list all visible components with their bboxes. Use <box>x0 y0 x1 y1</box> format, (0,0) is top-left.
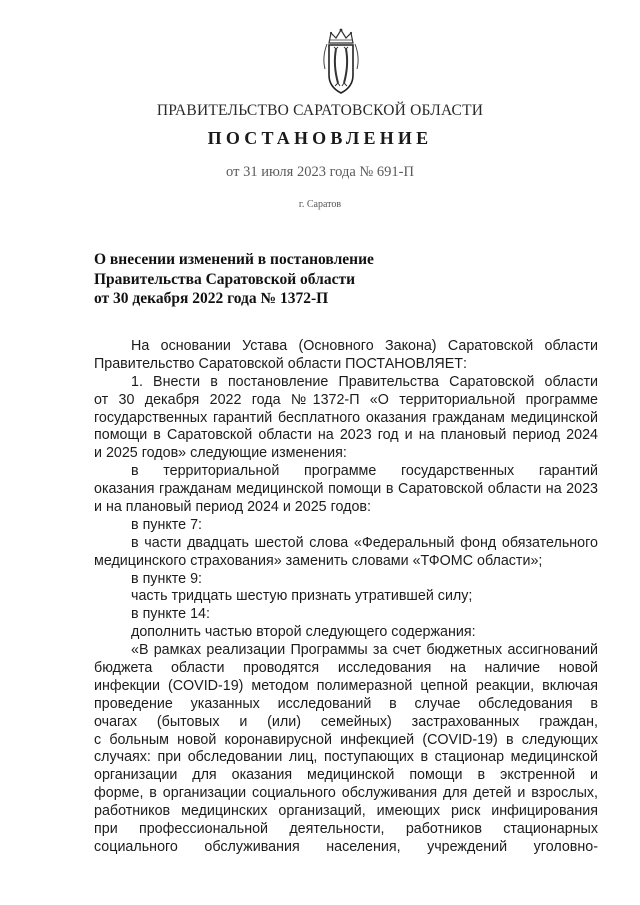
subject-line: О внесении изменений в постановление <box>94 251 374 268</box>
body-line: и 2025 годов» следующие изменения: <box>94 445 347 462</box>
body-line: оказания гражданам медицинской помощи в Саратовской области на 2023 <box>94 481 598 498</box>
body-line: организации для оказания медицинской помощи в экстренной и <box>94 767 598 784</box>
body-line: работников медицинских организаций, имеющих риск инфицирования <box>94 803 598 820</box>
document-place: г. Саратов <box>298 199 342 210</box>
body-line: государственных гарантий бесплатного оказания гражданам медицинской <box>94 409 598 426</box>
document-type-title: ПОСТАНОВЛЕНИЕ <box>207 128 433 148</box>
body-line: и на плановый период 2024 и 2025 годов: <box>94 499 371 516</box>
body-line: дополнить частью второй следующего содержания: <box>131 624 476 641</box>
body-line: в части двадцать шестой слова «Федеральный фонд обязательного <box>131 534 598 551</box>
subject-line: Правительства Саратовской области <box>94 270 355 288</box>
body-line: бюджета области проводятся исследования на наличие новой <box>94 660 598 677</box>
body-line: с больным новой коронавирусной инфекцией (COVID-19) в следующих <box>94 731 598 748</box>
body-line: в пункте 9: <box>131 570 203 587</box>
body-line: На основании Устава (Основного Закона) Саратовской области <box>131 338 598 354</box>
body-line: «В рамках реализации Программы за счет бюджетных ассигнований <box>131 642 598 659</box>
body-line: Правительство Саратовской области ПОСТАНОВЛЯЕТ: <box>94 355 467 372</box>
body-line: в пункте 14: <box>131 606 210 623</box>
body-line: помощи в Саратовской области на 2023 год и на плановый период 2024 <box>94 427 598 444</box>
body-line: в территориальной программе государственных гарантий <box>131 463 598 480</box>
government-name: ПРАВИТЕЛЬСТВО САРАТОВСКОЙ ОБЛАСТИ <box>156 102 484 119</box>
body-line: от 30 декабря 2022 года №1372-П «О территориальной программе <box>94 391 598 408</box>
body-line: случаях: при обследовании лиц, поступающих в стационар медицинской <box>94 749 598 766</box>
coat-of-arms-emblem <box>318 27 364 97</box>
body-line: проведение указанных исследований в случае обследования в <box>94 695 598 712</box>
body-line: при профессиональной деятельности, работников стационарных <box>94 821 598 838</box>
body-line: часть тридцать шестую признать утратившей силу; <box>131 588 473 605</box>
body-line: социального обслуживания населения, учреждений уголовно- <box>94 838 598 855</box>
body-line: 1. Внести в постановление Правительства Саратовской области <box>131 373 598 390</box>
document-date-number: от 31 июля 2023 года № 691-П <box>226 164 414 180</box>
body-line: инфекции (COVID-19) методом полимеразной цепной реакции, включая <box>94 677 598 694</box>
body-line: в пункте 7: <box>131 516 203 533</box>
body-line: медицинского страхования» заменить словами «ТФОМС области»; <box>94 552 543 569</box>
body-line: форме, в организации социального обслуживания для детей и взрослых, <box>94 785 598 802</box>
document-body <box>94 338 598 857</box>
body-line: очагах (бытовых и (или) семейных) застрахованных граждан, <box>94 713 598 730</box>
subject-line: от 30 декабря 2022 года № 1372-П <box>94 290 329 307</box>
document-subject <box>94 250 454 309</box>
